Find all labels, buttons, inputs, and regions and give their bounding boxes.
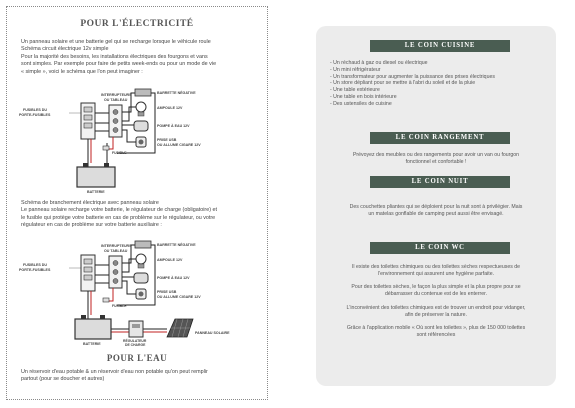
electricity-panel xyxy=(6,6,268,400)
list-item: - Des ustensiles de cuisine xyxy=(330,100,392,107)
water-line: Un réservoir d'eau potable & un réservoir d'eau non potable qu'on peut remplir xyxy=(21,369,208,375)
wc-header: LE COIN WC xyxy=(370,242,510,254)
intro-line: sont simples. Par exemple pour faire de petits week-ends ou pour un mode de vie xyxy=(21,61,217,68)
wc-line: sont référencées xyxy=(416,331,456,338)
corners-panel xyxy=(316,26,556,386)
out-negative-bar: BARRETTE NÉGATIVE xyxy=(157,243,196,247)
list-item: - Une table en bois intérieure xyxy=(330,93,397,100)
electricity-title: POUR L'ÉLECTRICITÉ xyxy=(80,19,194,29)
out-usb: PRISE USB xyxy=(157,138,177,142)
list-item: - Un store dépliant pour se mettre à l'abri du soleil et de la pluie xyxy=(330,80,476,87)
water-title: POUR L'EAU xyxy=(106,353,168,363)
night-text xyxy=(324,204,548,218)
list-item: - Un transformateur pour augmenter la puissance des prises électriques xyxy=(330,73,495,80)
wc-line xyxy=(324,318,548,325)
scheme-line: Schéma de branchement électrique avec panneau solaire xyxy=(21,200,159,206)
kitchen-list xyxy=(330,60,550,108)
water-line: partout (pour se doucher et autres) xyxy=(21,376,105,383)
switch-label-2: OU TABLEAU xyxy=(104,98,128,102)
night-header: LE COIN NUIT xyxy=(370,176,510,188)
bulb-icon xyxy=(136,102,146,112)
intro-line: Un panneau solaire et une batterie gel qui se recharge lorsque le véhicule roule xyxy=(21,39,211,45)
negative-bar-icon xyxy=(135,89,151,96)
switch-label: INTERRUPTEURS xyxy=(101,244,132,248)
out-usb-2: OU ALLUME CIGARE 12V xyxy=(157,143,201,147)
wc-text xyxy=(324,264,548,339)
battery-icon xyxy=(75,319,111,339)
night-line: Des couchettes pliantes qui se déploient pour la nuit sont à privilégier. Mais xyxy=(349,204,523,210)
solar-panel-icon xyxy=(167,319,193,337)
list-item: - Une table extérieure xyxy=(330,87,380,94)
scheme-line: le fusible qui protège votre batterie en cas de problème sur le régulateur, ou votre xyxy=(21,214,216,221)
water-pump-icon xyxy=(134,273,148,283)
fuses-label: FUSIBLES DU xyxy=(23,108,47,112)
electricity-intro xyxy=(21,39,261,76)
fuse-label: FUSIBLE xyxy=(112,304,127,308)
solar-scheme-text xyxy=(21,200,261,230)
wiring-diagram-basic xyxy=(17,83,257,195)
fuses-label-2: PORTE-FUSIBLES xyxy=(19,113,51,117)
kitchen-header: LE COIN CUISINE xyxy=(370,40,510,52)
out-usb-2: OU ALLUME CIGARE 12V xyxy=(157,295,201,299)
out-negative-bar: BARRETTE NÉGATIVE xyxy=(157,91,196,95)
battery-label: BATTERIE xyxy=(87,190,105,194)
switch-label-2: OU TABLEAU xyxy=(104,249,128,253)
out-pump: POMPE À EAU 12V xyxy=(157,276,190,280)
out-pump: POMPE À EAU 12V xyxy=(157,124,190,128)
inline-fuse-icon xyxy=(103,146,109,150)
solar-panel-label: PANNEAU SOLAIRE xyxy=(195,331,230,335)
water-text xyxy=(21,369,261,384)
fuse-label: FUSIBLE xyxy=(112,151,127,155)
wc-line: Pour des toilettes sèches, le façon la plus simple et la plus propre pour se xyxy=(351,284,521,291)
out-usb: PRISE USB xyxy=(157,290,177,294)
fuses-label-2: PORTE-FUSIBLES xyxy=(19,268,51,272)
wc-line xyxy=(324,298,548,305)
wc-line: Il existe des toilettes chimiques ou des toilettes sèches respectueuses de xyxy=(351,264,521,270)
night-line: un matelas gonflable de camping peut aussi être envisagé. xyxy=(368,210,504,217)
intro-line: Schéma circuit électrique 12v simple xyxy=(21,46,109,53)
intro-line: « simple », voici le schéma que l'on peut imaginer : xyxy=(21,68,143,75)
battery-label: BATTERIE xyxy=(83,342,101,346)
out-bulb: AMPOULE 12V xyxy=(157,258,183,262)
scheme-line: régulateur en cas de problème sur votre batterie auxiliaire : xyxy=(21,222,162,229)
fuses-label: FUSIBLES DU xyxy=(23,263,47,267)
water-pump-icon xyxy=(134,121,148,131)
switch-label: INTERRUPTEURS xyxy=(101,93,132,97)
wc-line: l'environnement qui assurent une hygiène parfaite. xyxy=(377,270,495,277)
wc-line: Grâce à l'application mobile « Où sont les toilettes », plus de 150 000 toilettes xyxy=(346,325,526,332)
scheme-line: Le panneau solaire recharge votre batterie, le régulateur de charge (obligatoire) et xyxy=(21,207,217,214)
wc-line xyxy=(324,278,548,285)
bulb-icon xyxy=(136,254,146,264)
storage-line: Prévoyez des meubles ou des rangements pour avoir un van ou fourgon xyxy=(352,152,520,158)
inline-fuse-icon xyxy=(103,298,109,302)
wc-line: afin de préserver la nature. xyxy=(405,311,467,318)
storage-text xyxy=(324,152,548,166)
out-bulb: AMPOULE 12V xyxy=(157,106,183,110)
negative-bar-icon xyxy=(135,241,151,248)
battery-icon xyxy=(77,167,115,187)
wc-line: débarrasser du contenue est de les enterrer. xyxy=(384,291,488,298)
charge-regulator-icon xyxy=(129,321,143,337)
wc-line: L'inconvénient des toilettes chimiques est de trouver un endroit pour vidanger, xyxy=(346,304,526,311)
regulator-label-2: DE CHARGE xyxy=(125,343,146,347)
regulator-label: RÉGULATEUR xyxy=(123,339,147,343)
storage-line: fonctionnel et confortable ! xyxy=(405,158,467,165)
storage-header: LE COIN RANGEMENT xyxy=(370,132,510,144)
intro-line: Pour la majorité des besoins, les installations électriques des fourgons et vans xyxy=(21,53,208,60)
wiring-diagram-solar xyxy=(17,233,257,351)
list-item: - Un réchaud à gaz ou diesel ou électrique xyxy=(330,60,428,66)
list-item: - Un mini réfrigérateur xyxy=(330,66,381,73)
